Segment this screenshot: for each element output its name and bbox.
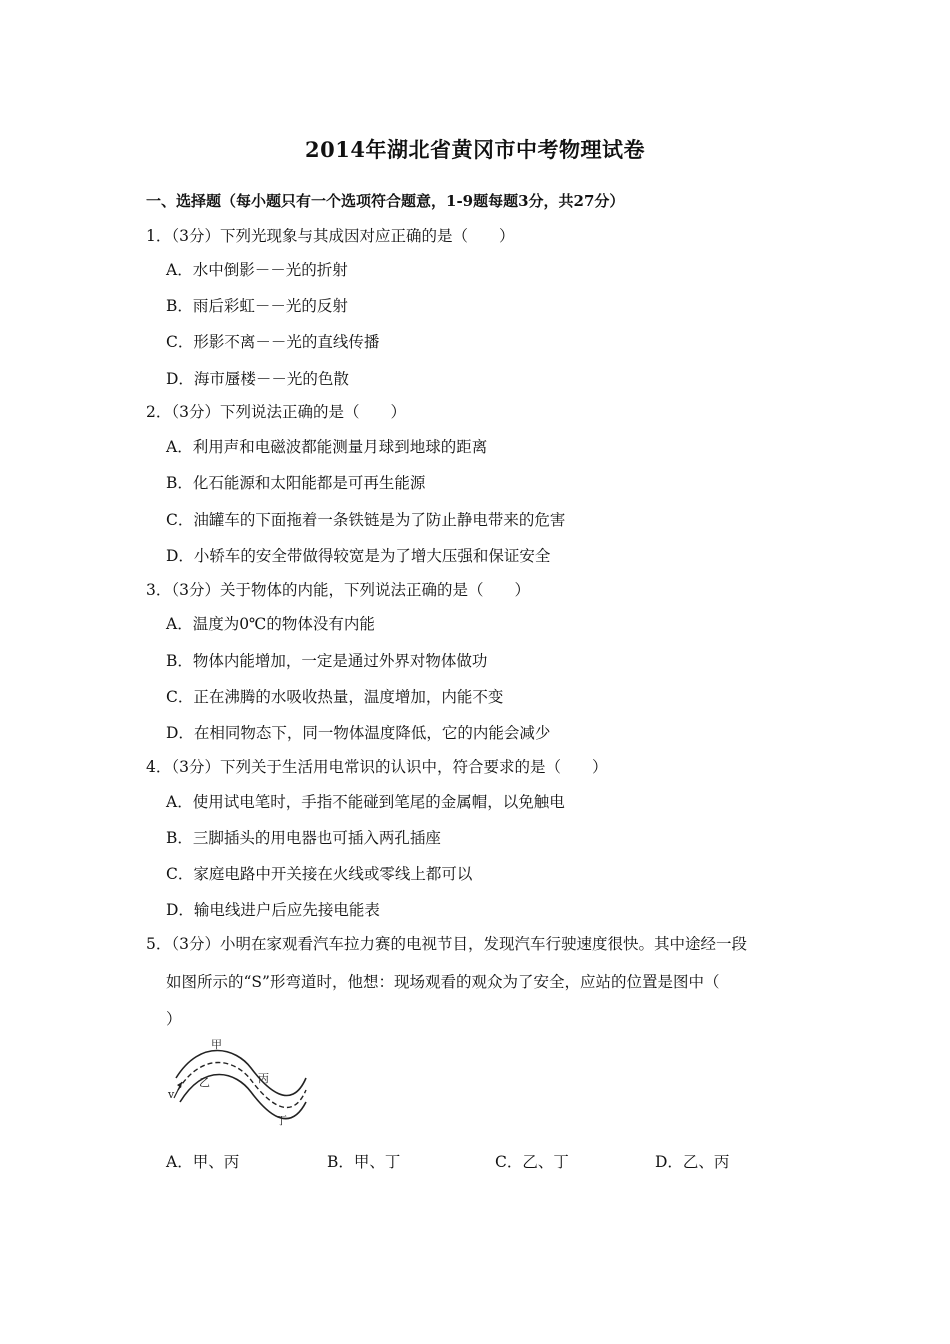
label-jia: 甲 xyxy=(211,1038,222,1051)
question-3-option-a: A．温度为0℃的物体没有内能 xyxy=(166,615,375,633)
question-4-option-d: D．输电线进户后应先接电能表 xyxy=(166,901,380,919)
question-1-stem: 1．（3分）下列光现象与其成因对应正确的是（ ） xyxy=(146,227,515,245)
question-1-option-c: C．形影不离－－光的直线传播 xyxy=(166,333,380,351)
question-1-option-a: A．水中倒影－－光的折射 xyxy=(166,261,348,279)
question-2-option-b: B．化石能源和太阳能都是可再生能源 xyxy=(166,474,426,492)
page-title: 2014年湖北省黄冈市中考物理试卷 xyxy=(305,137,645,162)
label-bing: 丙 xyxy=(258,1072,269,1085)
question-5-stem-continued: 如图所示的“S”形弯道时，他想：现场观看的观众为了安全，应站的位置是图中（ xyxy=(166,973,720,991)
question-5-option-a: A．甲、丙 xyxy=(166,1153,240,1171)
label-ding: 丁 xyxy=(276,1114,287,1127)
question-5-option-d: D．乙、丙 xyxy=(655,1153,730,1171)
question-1-option-d: D．海市蜃楼－－光的色散 xyxy=(166,370,349,388)
label-v: v xyxy=(168,1088,175,1101)
question-3-option-b: B．物体内能增加，一定是通过外界对物体做功 xyxy=(166,652,488,670)
question-5-option-c: C．乙、丁 xyxy=(495,1153,569,1171)
question-1-option-b: B．雨后彩虹－－光的反射 xyxy=(166,297,348,315)
road-outer-edge xyxy=(176,1051,306,1096)
label-yi: 乙 xyxy=(199,1076,210,1089)
question-5-stem: 5．（3分）小明在家观看汽车拉力赛的电视节目，发现汽车行驶速度很快。其中途经一段 xyxy=(146,935,747,953)
question-5-option-b: B．甲、丁 xyxy=(327,1153,401,1171)
s-curve-road-diagram xyxy=(166,1038,311,1128)
question-3-stem: 3．（3分）关于物体的内能，下列说法正确的是（ ） xyxy=(146,581,530,599)
question-5-stem-close: ） xyxy=(166,1010,182,1028)
question-2-option-a: A．利用声和电磁波都能测量月球到地球的距离 xyxy=(166,438,488,456)
question-4-option-c: C．家庭电路中开关接在火线或零线上都可以 xyxy=(166,865,473,883)
question-4-option-b: B．三脚插头的用电器也可插入两孔插座 xyxy=(166,829,441,847)
question-4-option-a: A．使用试电笔时，手指不能碰到笔尾的金属帽，以免触电 xyxy=(166,793,565,811)
question-2-stem: 2．（3分）下列说法正确的是（ ） xyxy=(146,403,406,421)
question-2-option-d: D．小轿车的安全带做得较宽是为了增大压强和保证安全 xyxy=(166,547,551,565)
question-4-stem: 4．（3分）下列关于生活用电常识的认识中，符合要求的是（ ） xyxy=(146,758,608,776)
road-center-line xyxy=(178,1063,306,1108)
question-2-option-c: C．油罐车的下面拖着一条铁链是为了防止静电带来的危害 xyxy=(166,511,566,529)
s-curve-road-figure xyxy=(166,1038,311,1128)
question-3-option-c: C．正在沸腾的水吸收热量，温度增加，内能不变 xyxy=(166,688,504,706)
question-3-option-d: D．在相同物态下，同一物体温度降低，它的内能会减少 xyxy=(166,724,551,742)
section-heading: 一、选择题（每小题只有一个选项符合题意，1-9题每题3分，共27分） xyxy=(146,192,625,210)
